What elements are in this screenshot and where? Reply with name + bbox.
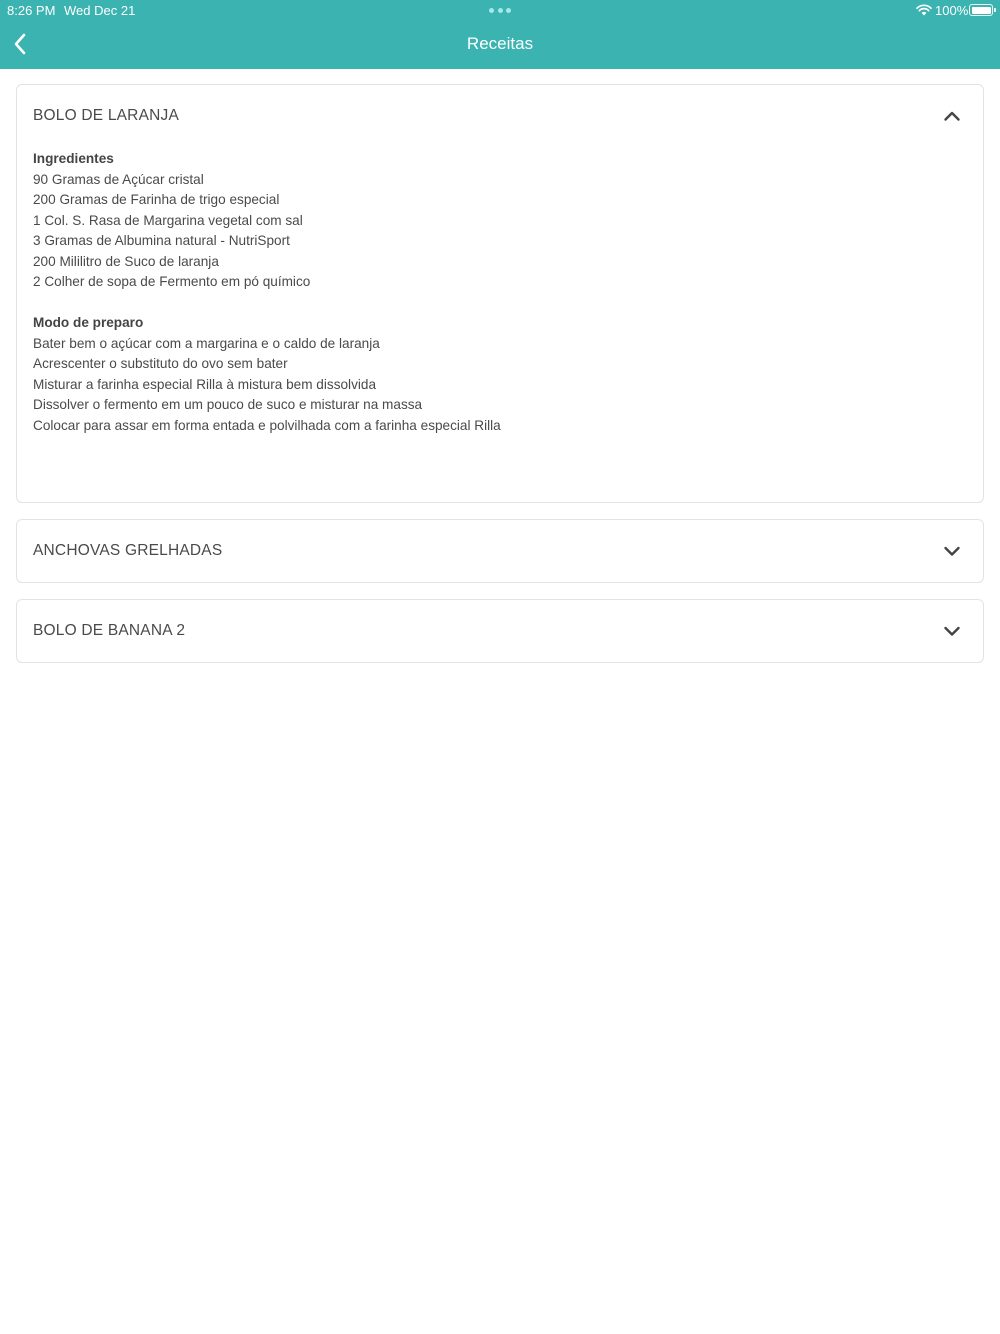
back-button[interactable] (8, 30, 32, 58)
chevron-down-icon[interactable] (943, 623, 961, 639)
recipe-title: ANCHOVAS GRELHADAS (33, 542, 223, 559)
chevron-down-icon[interactable] (943, 543, 961, 559)
battery-nub (994, 8, 996, 12)
ingredient-item: 3 Gramas de Albumina natural - NutriSport (33, 233, 290, 248)
recipe-card (16, 519, 984, 583)
battery-percentage: 100% (935, 3, 969, 18)
status-time: 8:26 PM (7, 3, 56, 18)
step-item: Bater bem o açúcar com a margarina e o caldo de laranja (33, 335, 380, 351)
ingredients-section (33, 149, 963, 293)
multitasking-dots-icon[interactable] (489, 8, 511, 13)
step-item: Colocar para assar em forma entada e polvilhada com a farinha especial Rilla (33, 417, 501, 433)
recipe-title: BOLO DE BANANA 2 (33, 622, 186, 639)
steps-heading: Modo de preparo (33, 315, 144, 330)
ingredient-item: 1 Col. S. Rasa de Margarina vegetal com sal (33, 212, 303, 228)
step-item: Acrescenter o substituto do ovo sem bater (33, 356, 288, 371)
navigation-bar (0, 0, 1000, 69)
recipe-header-anchovas-grelhadas[interactable] (17, 520, 983, 583)
ingredient-item: 2 Colher de sopa de Fermento em pó químico (33, 274, 311, 289)
ingredient-item: 200 Gramas de Farinha de trigo especial (33, 192, 280, 207)
wifi-icon (916, 4, 932, 16)
recipe-title: BOLO DE LARANJA (33, 107, 179, 124)
chevron-left-icon (13, 33, 27, 55)
step-item: Dissolver o fermento em um pouco de suco e misturar na massa (33, 397, 423, 412)
status-bar (0, 0, 1000, 20)
ingredients-heading: Ingredientes (33, 151, 114, 166)
recipe-header-bolo-de-laranja[interactable] (17, 85, 983, 148)
page-title: Receitas (466, 34, 534, 53)
steps-section (33, 313, 963, 436)
ingredient-item: 90 Gramas de Açúcar cristal (33, 171, 204, 187)
recipe-header-bolo-de-banana-2[interactable] (17, 600, 983, 663)
status-date: Wed Dec 21 (64, 3, 136, 18)
recipe-card (16, 84, 984, 503)
step-item: Misturar a farinha especial Rilla à mistura bem dissolvida (33, 376, 377, 392)
chevron-up-icon[interactable] (943, 108, 961, 124)
recipe-card (16, 599, 984, 663)
battery-icon (969, 4, 993, 16)
ingredient-item: 200 Mililitro de Suco de laranja (33, 253, 219, 269)
recipe-details (33, 149, 963, 457)
